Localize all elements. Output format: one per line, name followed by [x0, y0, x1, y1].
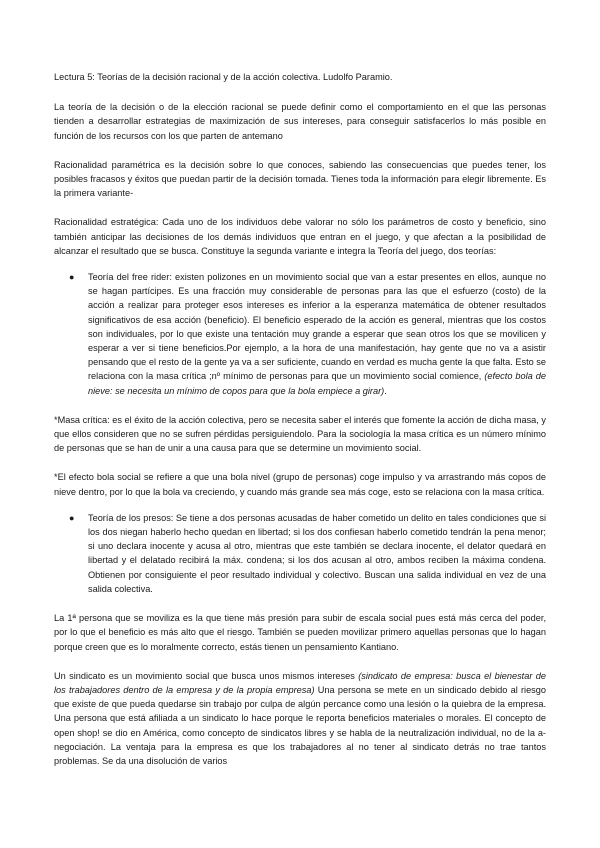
union-italic-note: (sindicato de empresa: busca el bienestar de los trabajadores dentro de la empresa y de la propia empresa) [54, 670, 546, 695]
free-rider-end: . [384, 385, 387, 396]
paragraph-first-mobilizer: La 1ª persona que se moviliza es la que tiene más presión para subir de escala social pues está más cerca del poder, por lo que el beneficio es más alto que el riesgo. También se pueden movilizar primero aquellas personas que lo hagan porque creen que es lo moralmente correcto, estás tienen un pensamiento Kantiano. [54, 613, 546, 652]
theory-list-prisoners [54, 511, 546, 596]
document-title: Lectura 5: Teorías de la decisión racional y de la acción colectiva. Ludolfo Paramio. [54, 72, 393, 82]
paragraph-parametric-rationality: Racionalidad paramétrica es la decisión sobre lo que conoces, sabiendo las consecuencias que puedes tener, los posibles fracasos y éxitos que puedan partir de la decisión tomada. Tienes toda la información para elegir libremente. Es la primera variante- [54, 159, 546, 199]
theory-list-free-rider [54, 270, 546, 398]
free-rider-text: Teoría del free rider: existen polizones en un movimiento social que van a estar presentes en ellos, aunque no se hagan partícipes. Es una fracción muy considerable de personas para las que el esfuerzo (costo) de la acción a realizar para proteger esos intereses es inferior a la esperanza matemática de obtener resultados significativos de esa acción (beneficio). El beneficio esperado de la acción es general, mientras que los costos son individuales, por lo que existe una tentación muy grande a esperar que sean otros los que se movilicen y esperar a ver si tiene beneficios.Por ejemplo, a la hora de una manifestación, hay gente que no va a asistir pensando que el resto de la gente ya va a ser suficiente, cuando en verdad es mucha gente la que falta. Esto se relaciona con la masa crítica ;nº mínimo de personas para que un movimiento social comience, [88, 272, 546, 382]
list-item-free-rider [69, 270, 546, 398]
paragraph-strategic-rationality: Racionalidad estratégica: Cada uno de los individuos debe valorar no sólo los parámetros de costo y beneficio, sino también anticipar las decisiones de los demás individuos que entran en el juego, y que afectan a la posibilidad de alcanzar el resultado que se busca. Constituye la segunda variante e integra la Teoría del juego, dos teorías: [54, 217, 546, 256]
bullet-icon: ● [69, 512, 75, 523]
list-item-prisoners [69, 511, 546, 596]
paragraph-critical-mass: *Masa crítica: es el éxito de la acción colectiva, pero se necesita saber el interés que fomente la acción de dicha masa, y que ellos consideren que no se sufren pérdidas persiguiendolo. Para la sociología la masa crítica es un número mínimo de personas que se han de unir a una causa para que se determine un movimiento social. [54, 414, 546, 454]
paragraph-snowball-effect: *El efecto bola social se refiere a que una bola nivel (grupo de personas) coge impulso y va arrastrando más copos de nieve dentro, por lo que la bola va creciendo, y cuando más grande sea más coge, esto se relaciona con la masa crítica. [54, 472, 546, 497]
union-text-rest: Una persona se mete en un sindicado debido al riesgo que existe de que pueda quedarse sin trabajo por culpa de algún percance como una lesión o la quiebra de la empresa. Una persona que está afiliada a un sindicato lo hace porque le reporta beneficios materiales o morales. El concepto de open shop! se dio en América, como concepto de sindicatos libres y se habla de la neutralización individual, no de la a-negociación. La ventaja para la empresa es que los trabajadores al no tener al sindicato detrás no trae tantos problemas. Se da una disolución de varios [54, 684, 546, 766]
prisoners-text: Teoría de los presos: Se tiene a dos personas acusadas de haber cometido un delito en tales condiciones que si los dos niegan haberlo hecho quedan en libertad; si los dos confiesan haberlo cometido tendrán la pena menor; si uno declara inocente y acusa al otro, mientras que este también se declara inocente, el delator quedará en libertad y el delatado recibirá la máx. condena; si los dos acusan al otro, ambos reciben la máxima condena. Obtienen por consiguiente el peor resultado individual y colectivo. Buscan una salida individual en vez de una salida colectiva. [88, 512, 546, 594]
paragraph-decision-theory: La teoría de la decisión o de la elección racional se puede definir como el comportamiento en el que las personas tienden a desarrollar estrategias de maximización de sus intereses, para conseguir satisfacerlos lo más posible en función de los recursos con los que parten de antemano [54, 102, 546, 141]
union-text-start: Un sindicato es un movimiento social que busca unos mismos intereses [54, 670, 359, 681]
bullet-icon: ● [69, 272, 75, 283]
free-rider-italic-note: (efecto bola de nieve: se necesita un mínimo de copos para que la bola empiece a girar) [88, 371, 546, 396]
paragraph-union [54, 669, 546, 768]
